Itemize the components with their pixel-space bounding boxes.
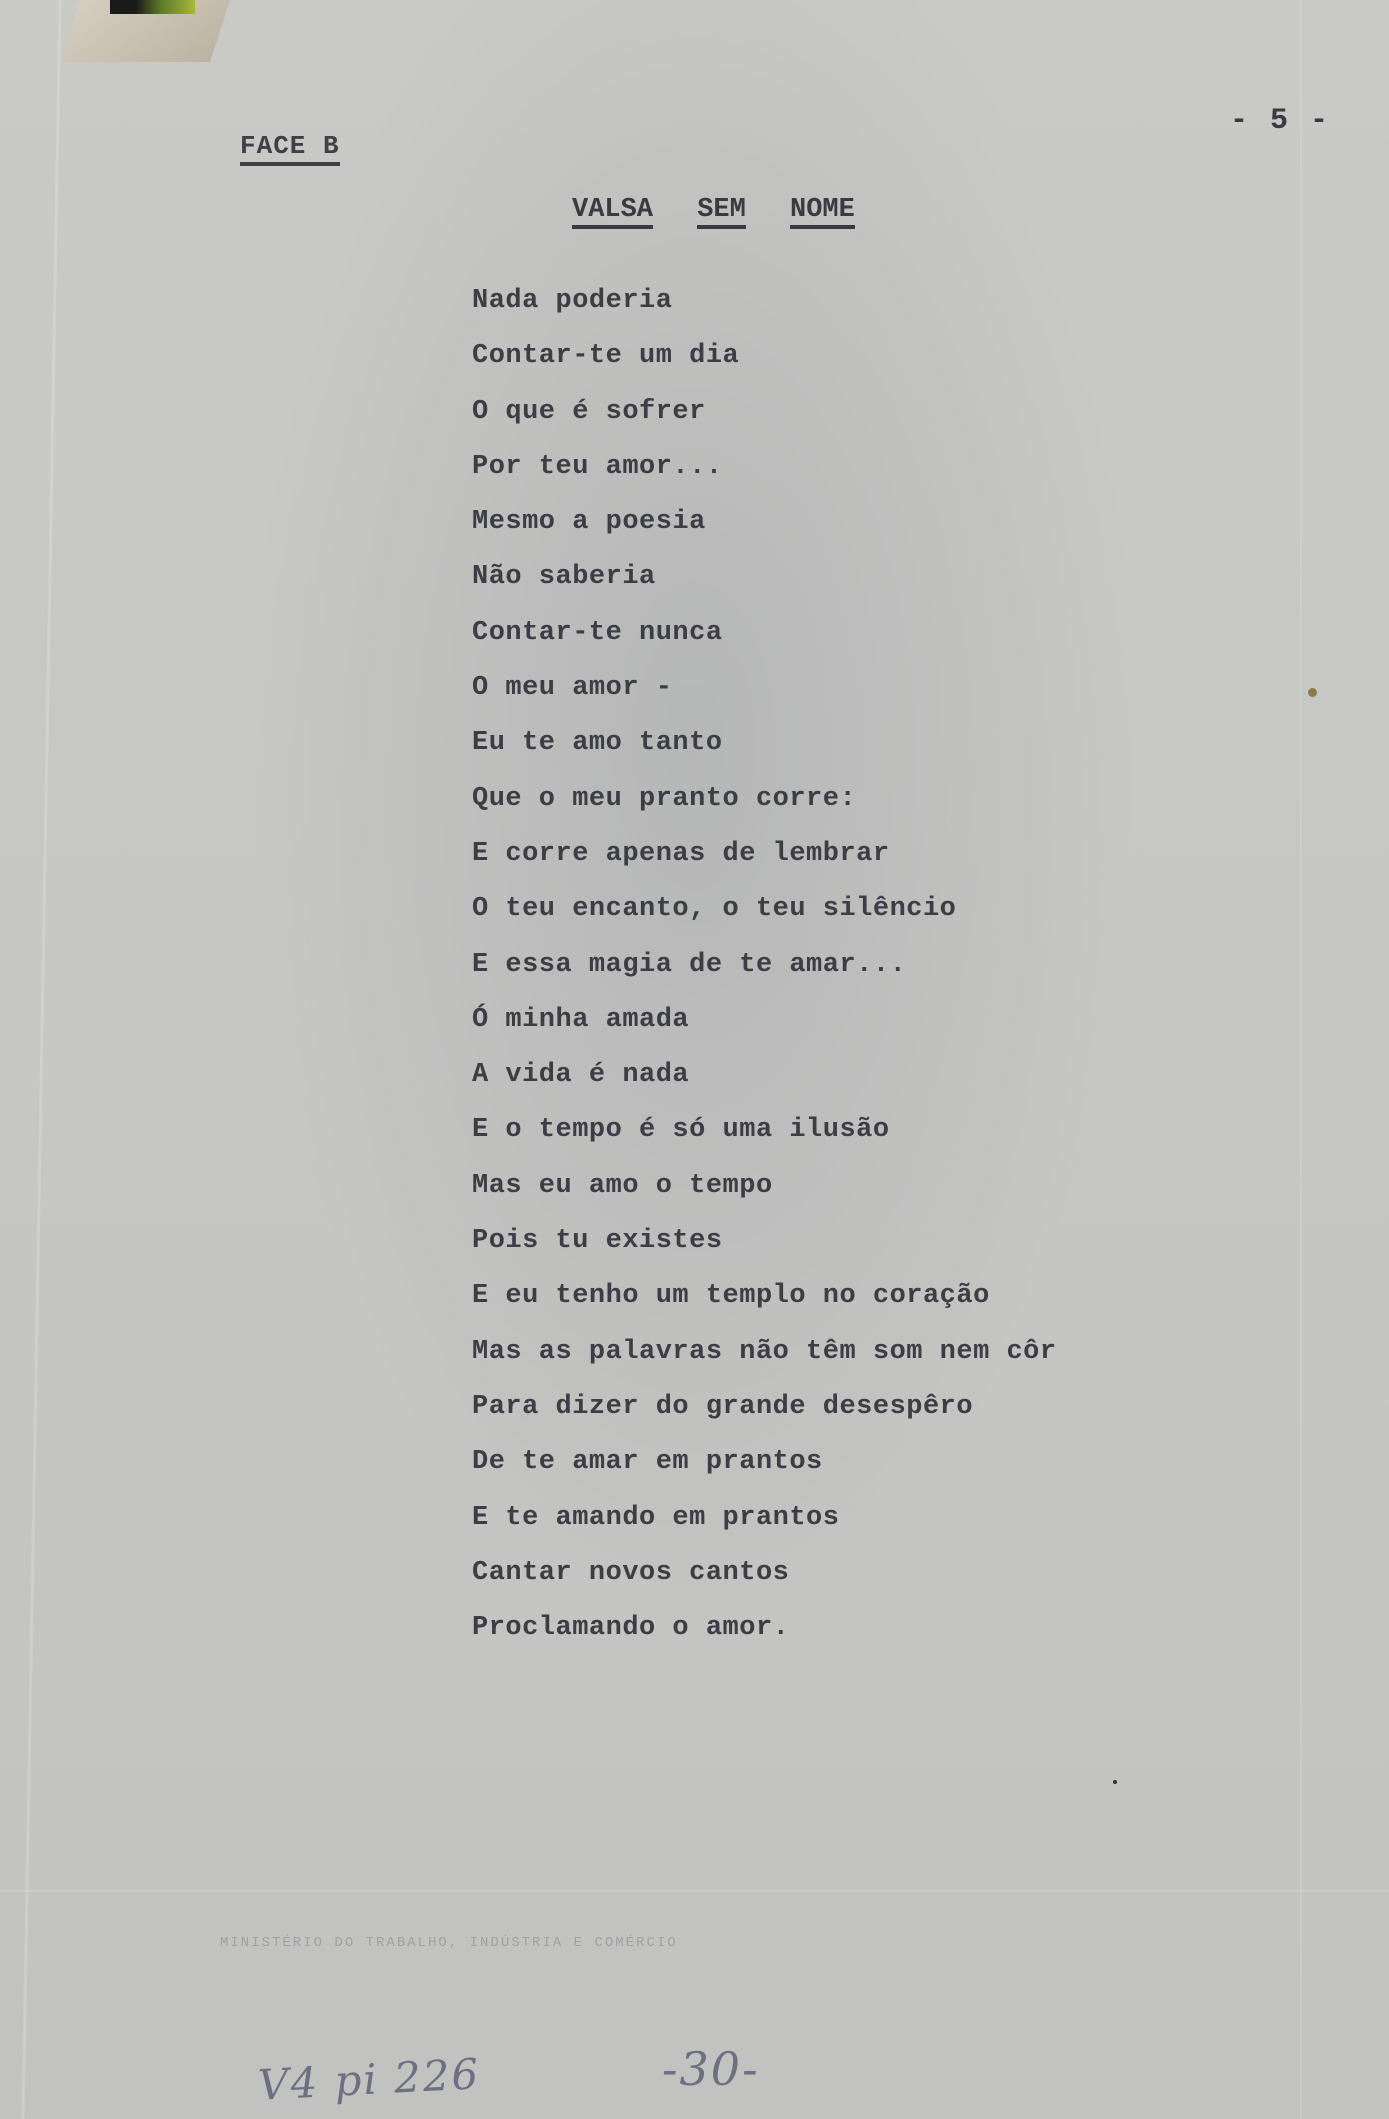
lyric-line: Por teu amor... [472, 451, 723, 482]
lyric-line: Para dizer do grande desespêro [472, 1391, 974, 1422]
lyric-line: Pois tu existes [472, 1226, 723, 1257]
paper-fold [0, 1890, 1389, 1892]
tape-residue [110, 0, 195, 14]
lyric-line: Eu te amo tanto [472, 728, 723, 759]
title-word: VALSA [572, 195, 653, 229]
song-title [572, 193, 855, 227]
page-number: - 5 - [1230, 104, 1331, 138]
handwritten-reference: V4 pi 226 [256, 2049, 482, 2110]
lyric-line: Contar-te nunca [472, 617, 723, 648]
lyric-line: E essa magia de te amar... [472, 949, 907, 980]
lyric-line: A vida é nada [472, 1060, 690, 1091]
ink-dot [1113, 1780, 1117, 1784]
ink-spot [1308, 688, 1317, 697]
lyric-line: Que o meu pranto corre: [472, 783, 857, 814]
face-label: FACE B [240, 130, 340, 166]
lyric-line: Mas eu amo o tempo [472, 1170, 773, 1201]
paper-fold [22, 0, 62, 2119]
lyric-line: O teu encanto, o teu silêncio [472, 894, 957, 925]
lyric-line: O meu amor - [472, 673, 673, 704]
lyric-line: E corre apenas de lembrar [472, 838, 890, 869]
lyric-line: Mas as palavras não têm som nem côr [472, 1336, 1057, 1367]
lyric-line: Contar-te um dia [472, 341, 740, 372]
lyric-line: Ó minha amada [472, 1004, 690, 1035]
lyric-line: O que é sofrer [472, 396, 706, 427]
lyric-line: Não saberia [472, 562, 656, 593]
lyric-line: Nada poderia [472, 286, 673, 316]
paper-fold [1300, 0, 1302, 2119]
title-word: SEM [697, 195, 746, 229]
lyric-line: Proclamando o amor. [472, 1613, 790, 1644]
faint-stamp: MINISTÉRIO DO TRABALHO, INDÚSTRIA E COMÉRCIO [220, 1935, 678, 1951]
lyric-line: E o tempo é só uma ilusão [472, 1115, 890, 1146]
lyric-line: Mesmo a poesia [472, 507, 706, 538]
handwritten-page-number: -30- [662, 2042, 760, 2096]
lyrics-block [472, 280, 1057, 1662]
lyric-line: E eu tenho um templo no coração [472, 1281, 990, 1312]
lyric-line: E te amando em prantos [472, 1502, 840, 1533]
lyric-line: De te amar em prantos [472, 1447, 823, 1478]
lyric-line: Cantar novos cantos [472, 1557, 790, 1588]
title-word: NOME [790, 195, 855, 229]
